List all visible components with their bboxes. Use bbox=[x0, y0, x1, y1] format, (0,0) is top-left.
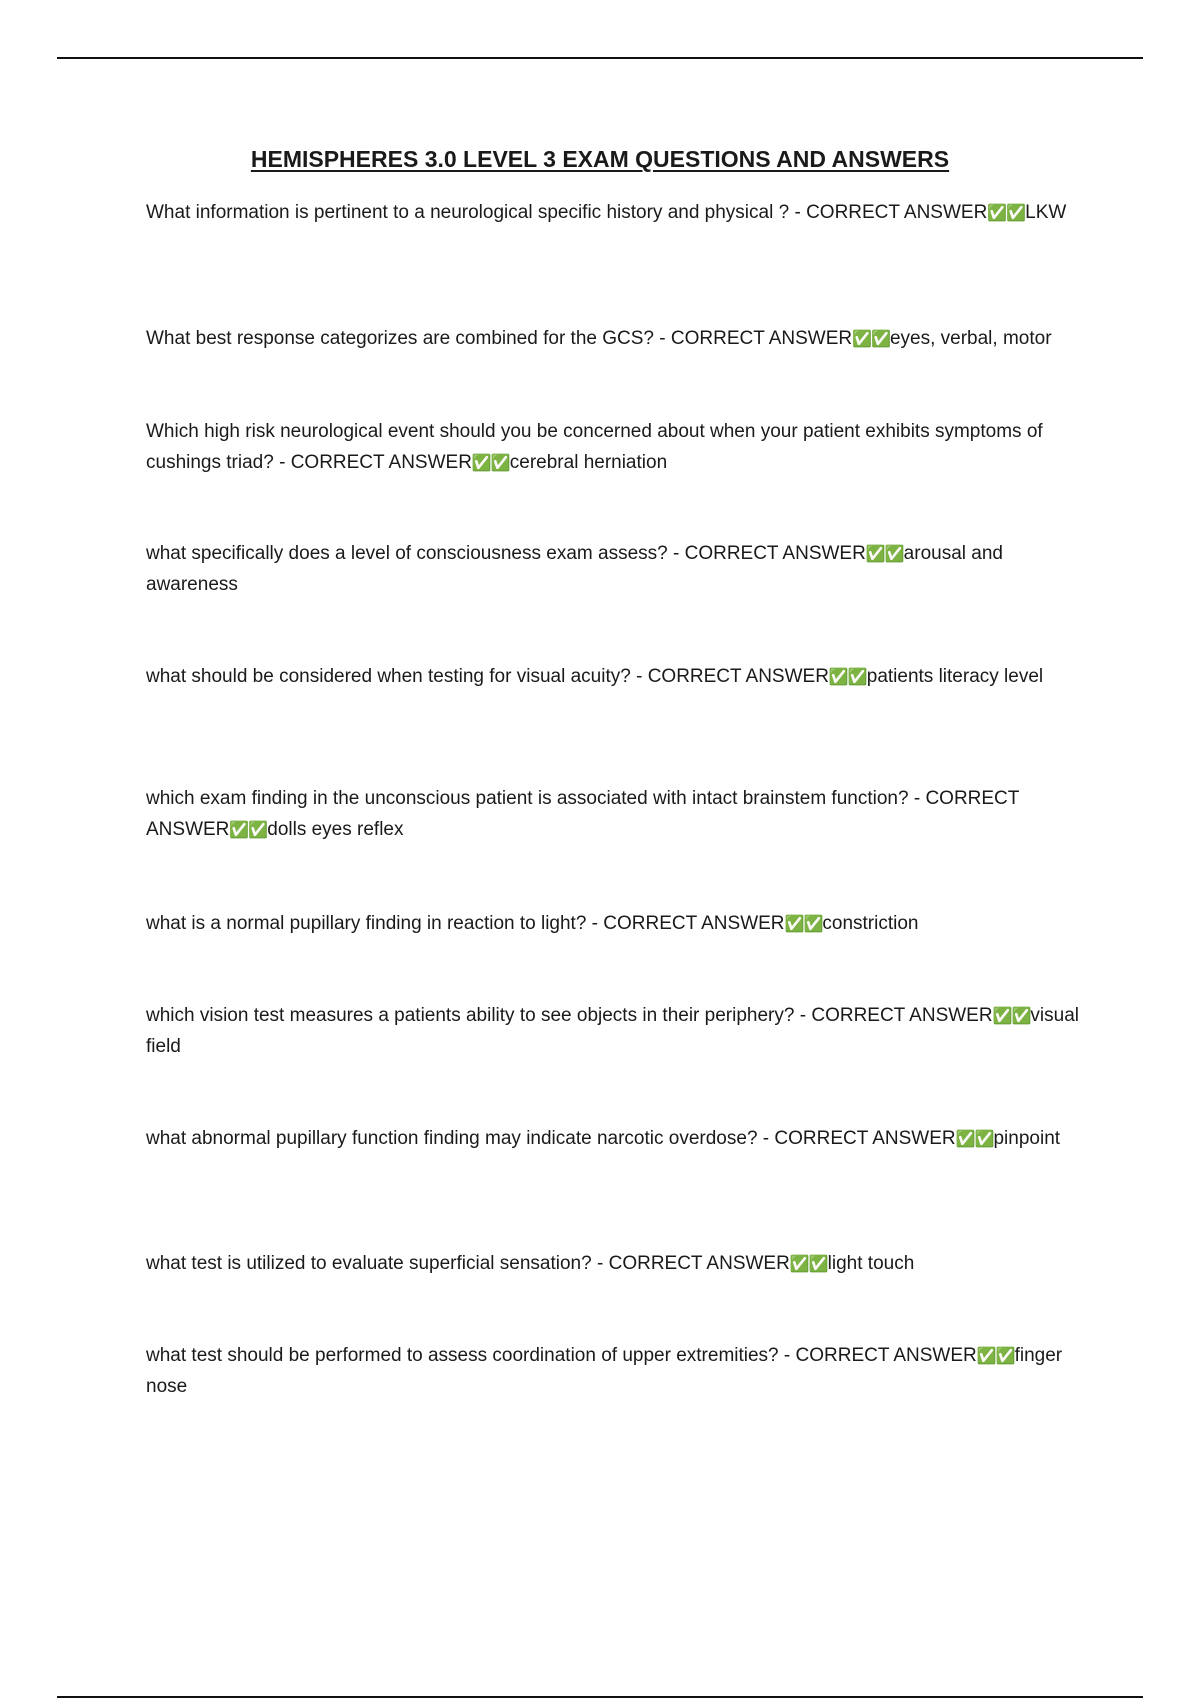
answer-text: cerebral herniation bbox=[509, 452, 668, 473]
answer-text: eyes, verbal, motor bbox=[889, 328, 1052, 349]
question-text: which vision test measures a patients ability to see objects in their periphery? bbox=[146, 1005, 795, 1026]
answer-label: CORRECT ANSWER bbox=[774, 1128, 956, 1149]
answer-text: patients literacy level bbox=[866, 666, 1044, 687]
answer-text: LKW bbox=[1025, 202, 1067, 223]
question-text: what test is utilized to evaluate superficial sensation? bbox=[146, 1253, 592, 1274]
question-text: what specifically does a level of consciousness exam assess? bbox=[146, 543, 668, 564]
answer-label: CORRECT ANSWER bbox=[806, 202, 988, 223]
answer-label: CORRECT ANSWER bbox=[603, 913, 785, 934]
separator: - bbox=[778, 1345, 796, 1366]
question-text: Which high risk neurological event should you be concerned about when your patient exhibits symptoms of cushings triad? bbox=[146, 421, 1043, 473]
double-check-icon: ✅✅ bbox=[852, 329, 890, 348]
page-title: HEMISPHERES 3.0 LEVEL 3 EXAM QUESTIONS AND ANSWERS bbox=[250, 146, 950, 172]
answer-text: finger nose bbox=[146, 1345, 1063, 1397]
answer-text: dolls eyes reflex bbox=[267, 819, 404, 840]
separator: - bbox=[630, 666, 648, 687]
qa-item-10 bbox=[146, 1248, 1086, 1279]
qa-item-1 bbox=[146, 197, 1086, 228]
answer-label: CORRECT ANSWER bbox=[811, 1005, 993, 1026]
question-text: what test should be performed to assess coordination of upper extremities? bbox=[146, 1345, 779, 1366]
separator: - bbox=[794, 1005, 812, 1026]
double-check-icon: ✅✅ bbox=[865, 544, 904, 563]
separator: - bbox=[591, 1253, 609, 1274]
double-check-icon: ✅✅ bbox=[992, 1006, 1031, 1025]
double-check-icon: ✅✅ bbox=[789, 1254, 828, 1273]
answer-label: CORRECT ANSWER bbox=[608, 1253, 790, 1274]
double-check-icon: ✅✅ bbox=[784, 914, 823, 933]
qa-item-11 bbox=[146, 1340, 1086, 1402]
answer-text: arousal and awareness bbox=[146, 543, 1003, 595]
separator: - bbox=[273, 452, 291, 473]
answer-label: CORRECT ANSWER bbox=[290, 452, 472, 473]
separator: - bbox=[789, 202, 807, 223]
question-text: what is a normal pupillary finding in reaction to light? bbox=[146, 913, 587, 934]
qa-item-3 bbox=[146, 416, 1086, 478]
double-check-icon: ✅✅ bbox=[471, 453, 510, 472]
qa-item-6 bbox=[146, 783, 1086, 845]
answer-text: light touch bbox=[827, 1253, 915, 1274]
qa-item-8 bbox=[146, 1000, 1086, 1062]
separator: - bbox=[757, 1128, 775, 1149]
answer-label: CORRECT ANSWER bbox=[146, 788, 1020, 840]
question-text: What best response categorizes are combined for the GCS? bbox=[146, 328, 654, 349]
double-check-icon: ✅✅ bbox=[976, 1346, 1015, 1365]
question-text: which exam finding in the unconscious patient is associated with intact brainstem function? bbox=[146, 788, 909, 809]
question-text: What information is pertinent to a neurological specific history and physical ? bbox=[146, 202, 790, 223]
qa-item-5 bbox=[146, 661, 1086, 692]
answer-text: constriction bbox=[822, 913, 919, 934]
separator: - bbox=[586, 913, 604, 934]
separator: - bbox=[667, 543, 685, 564]
double-check-icon: ✅✅ bbox=[987, 203, 1026, 222]
answer-label: CORRECT ANSWER bbox=[795, 1345, 977, 1366]
answer-label: CORRECT ANSWER bbox=[670, 328, 853, 349]
double-check-icon: ✅✅ bbox=[828, 667, 867, 686]
top-rule bbox=[57, 57, 1143, 59]
qa-item-7 bbox=[146, 908, 1086, 939]
separator: - bbox=[653, 328, 671, 349]
bottom-rule bbox=[57, 1696, 1143, 1698]
separator: - bbox=[908, 788, 926, 809]
answer-text: pinpoint bbox=[993, 1128, 1061, 1149]
question-text: what should be considered when testing for visual acuity? bbox=[146, 666, 631, 687]
qa-item-9 bbox=[146, 1123, 1086, 1154]
qa-item-2 bbox=[146, 323, 1086, 354]
answer-label: CORRECT ANSWER bbox=[684, 543, 866, 564]
double-check-icon: ✅✅ bbox=[955, 1129, 994, 1148]
qa-item-4 bbox=[146, 538, 1086, 600]
answer-label: CORRECT ANSWER bbox=[647, 666, 829, 687]
question-text: what abnormal pupillary function finding may indicate narcotic overdose? bbox=[146, 1128, 758, 1149]
double-check-icon: ✅✅ bbox=[229, 820, 268, 839]
answer-text: visual field bbox=[146, 1005, 1079, 1057]
